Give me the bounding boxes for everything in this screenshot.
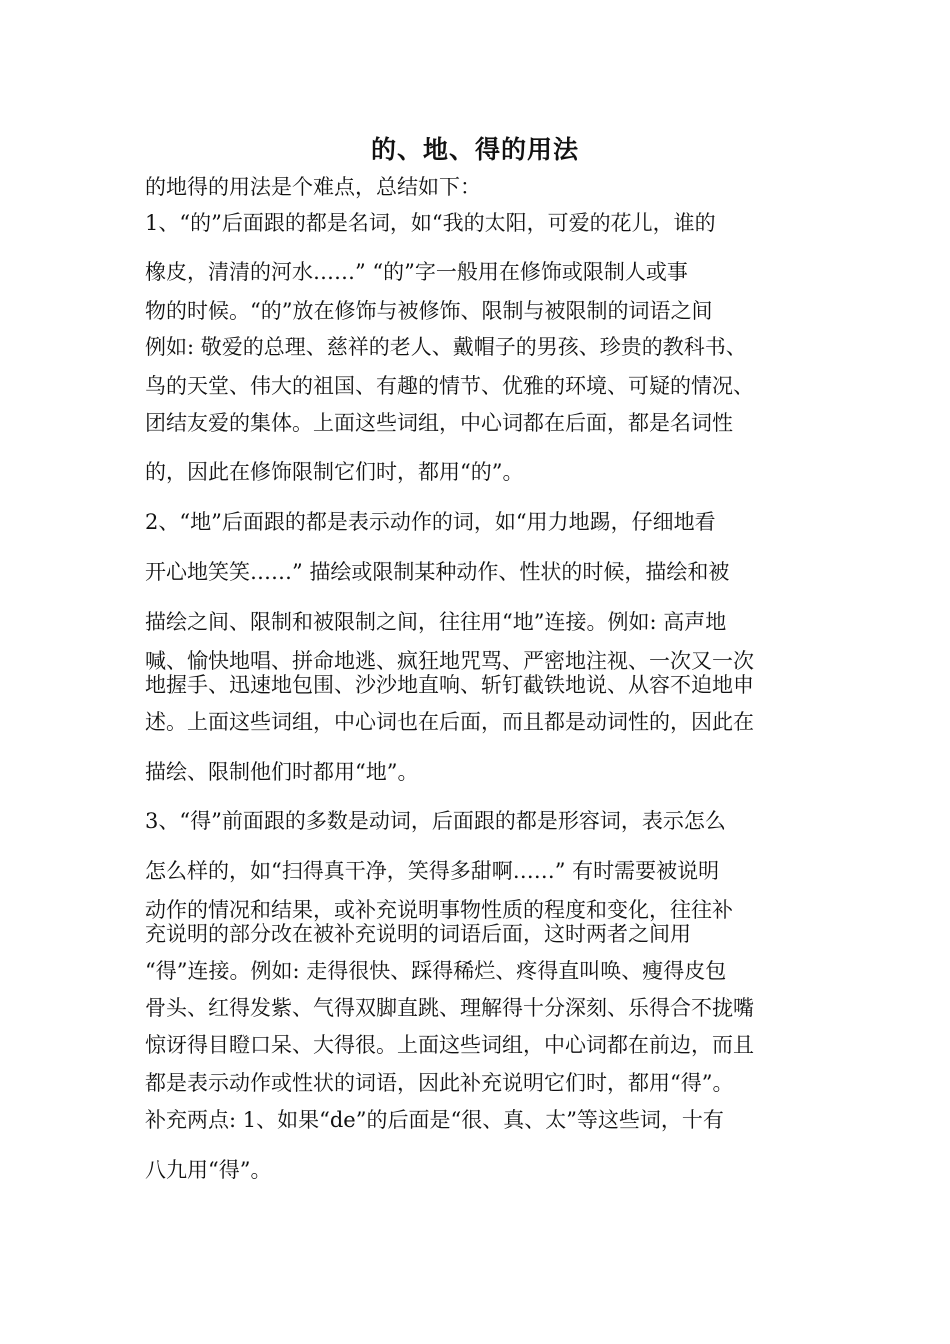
- text-line-4: 物的时候。“的”放在修饰与被修饰、限制与被限制的词语之间: [145, 299, 713, 323]
- text-line-6: 鸟的天堂、伟大的祖国、有趣的情节、优雅的环境、可疑的情况、: [145, 374, 754, 398]
- text-line-25: 八九用“得”。: [145, 1158, 272, 1182]
- text-line-17: 怎么样的，如“扫得真干净，笑得多甜啊……” 有时需要被说明: [145, 859, 720, 883]
- text-line-13: 地握手、迅速地包围、沙沙地直响、斩钉截铁地说、从容不迫地申: [145, 673, 754, 697]
- text-line-3: 橡皮，清清的河水……” “的”字一般用在修饰或限制人或事: [145, 260, 688, 284]
- text-line-23: 都是表示动作或性状的词语，因此补充说明它们时，都用“得”。: [145, 1071, 734, 1095]
- text-line-18: 动作的情况和结果，或补充说明事物性质的程度和变化，往往补: [145, 898, 733, 922]
- text-line-10: 开心地笑笑……” 描绘或限制某种动作、性状的时候，描绘和被: [145, 560, 730, 584]
- text-line-5: 例如: 敬爱的总理、慈祥的老人、戴帽子的男孩、珍贵的教科书、: [145, 335, 747, 359]
- text-line-20: “得”连接。例如: 走得很快、踩得稀烂、疼得直叫唤、瘦得皮包: [145, 959, 727, 983]
- text-line-7: 团结友爱的集体。上面这些词组，中心词都在后面，都是名词性: [145, 411, 733, 435]
- text-line-14: 述。上面这些词组，中心词也在后面，而且都是动词性的，因此在: [145, 710, 754, 734]
- text-line-15: 描绘、限制他们时都用“地”。: [145, 760, 419, 784]
- text-line-2: 1、“的”后面跟的都是名词，如“我的太阳，可爱的花儿，谁的: [145, 211, 716, 235]
- text-line-22: 惊讶得目瞪口呆、大得很。上面这些词组，中心词都在前边，而且: [145, 1033, 754, 1057]
- text-line-8: 的，因此在修饰限制它们时，都用“的”。: [145, 460, 524, 484]
- text-line-9: 2、“地”后面跟的都是表示动作的词，如“用力地踢，仔细地看: [145, 510, 716, 534]
- text-line-19: 充说明的部分改在被补充说明的词语后面，这时两者之间用: [145, 922, 691, 946]
- text-line-12: 喊、愉快地唱、拼命地逃、疯狂地咒骂、严密地注视、一次又一次: [145, 649, 754, 673]
- text-line-21: 骨头、红得发紫、气得双脚直跳、理解得十分深刻、乐得合不拢嘴: [145, 996, 754, 1020]
- document-title: 的、地、得的用法: [370, 135, 579, 164]
- text-line-11: 描绘之间、限制和被限制之间，往往用“地”连接。例如: 高声地: [145, 610, 727, 634]
- text-line-24: 补充两点: 1、如果“de”的后面是“很、真、太”等这些词，十有: [145, 1108, 724, 1132]
- text-line-16: 3、“得”前面跟的多数是动词，后面跟的都是形容词，表示怎么: [145, 809, 726, 833]
- text-line-1: 的地得的用法是个难点，总结如下：: [145, 175, 481, 199]
